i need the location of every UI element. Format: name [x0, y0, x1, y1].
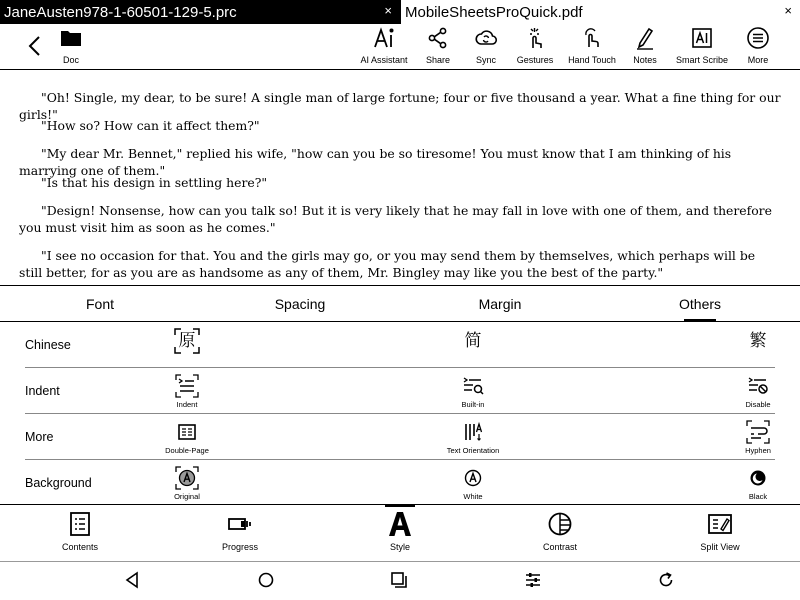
settings-row-indent — [25, 368, 775, 414]
option-label: Black — [748, 492, 768, 501]
tab-label: Spacing — [274, 296, 326, 312]
tab-title: MobileSheetsProQuick.pdf — [405, 3, 583, 21]
active-nav-indicator — [385, 504, 415, 507]
tab-others[interactable] — [679, 286, 722, 322]
hyphen-icon — [746, 420, 770, 444]
row-label: Background — [25, 475, 92, 490]
paragraph: "My dear Mr. Bennet," replied his wife, "how can you be so tiresome! You must know that I am thinking of his marrying one of them." — [19, 146, 732, 178]
top-toolbar — [0, 24, 800, 70]
disable-indent-icon — [746, 374, 770, 398]
tab-janeausten[interactable] — [0, 0, 400, 24]
hand-touch-button[interactable] — [565, 26, 619, 70]
pen-icon — [633, 26, 657, 50]
toolbar-label: Gestures — [516, 55, 554, 65]
row-label: More — [25, 429, 54, 444]
share-button[interactable] — [418, 26, 458, 70]
paragraph-partial — [19, 71, 781, 76]
option-label: White — [463, 492, 483, 501]
system-back-icon[interactable] — [122, 570, 142, 590]
toolbar-label: AI Assistant — [360, 55, 408, 65]
share-icon — [426, 26, 450, 50]
background-white-icon — [461, 466, 485, 490]
nav-label: Split View — [700, 542, 740, 552]
style-icon — [387, 511, 413, 537]
toolbar-label: More — [747, 55, 769, 65]
nav-label: Style — [389, 542, 410, 552]
system-settings-sliders-icon[interactable] — [523, 570, 543, 590]
system-navigation-bar — [0, 562, 800, 600]
row-label: Indent — [25, 383, 60, 398]
indent-disable-option[interactable] — [718, 374, 798, 409]
option-label: Built-in — [461, 400, 485, 409]
option-label: Original — [174, 492, 200, 501]
progress-button[interactable] — [190, 511, 290, 552]
tab-mobilesheets[interactable] — [400, 0, 800, 24]
text-orientation-icon — [461, 420, 485, 444]
toolbar-label: Sync — [475, 55, 496, 65]
tab-label: Others — [679, 296, 722, 312]
paragraph: "Design! Nonsense, how can you talk so! But it is very likely that he may fall in love with one of them, and therefore you must visit him as soon as he comes." — [19, 203, 772, 235]
sync-button[interactable] — [466, 26, 506, 70]
background-black-option[interactable] — [718, 466, 798, 501]
row-label: Chinese — [25, 337, 71, 352]
split-view-button[interactable] — [670, 511, 770, 552]
more-button[interactable] — [740, 26, 776, 70]
hyphen-option[interactable] — [718, 420, 798, 455]
nav-label: Progress — [221, 542, 258, 552]
tab-margin[interactable] — [460, 286, 540, 322]
smart-scribe-icon — [690, 26, 714, 50]
toolbar-label: Share — [425, 55, 451, 65]
progress-icon — [227, 511, 253, 537]
tab-close-icon[interactable]: × — [384, 3, 392, 18]
moon-icon — [746, 466, 770, 490]
option-label: Indent — [176, 400, 198, 409]
indent-icon — [175, 374, 199, 398]
ai-assistant-icon — [372, 26, 396, 50]
document-tab-bar — [0, 0, 800, 24]
ai-assistant-button[interactable] — [356, 26, 412, 70]
contrast-button[interactable] — [510, 511, 610, 552]
system-home-icon[interactable] — [256, 570, 276, 590]
system-refresh-icon[interactable] — [656, 570, 676, 590]
option-label: Double-Page — [165, 446, 209, 455]
indent-builtin-option[interactable] — [433, 374, 513, 409]
split-view-icon — [707, 511, 733, 537]
bottom-navigation — [0, 504, 800, 562]
back-arrow-icon[interactable] — [24, 34, 48, 58]
option-label: Hyphen — [745, 446, 771, 455]
settings-row-more — [25, 414, 775, 460]
folder-icon — [59, 26, 83, 50]
chinese-simplified-glyph: 简 — [464, 331, 482, 351]
tab-spacing[interactable] — [260, 286, 340, 322]
settings-row-chinese — [25, 322, 775, 368]
system-recents-icon[interactable] — [389, 570, 409, 590]
smart-scribe-button[interactable] — [674, 26, 730, 70]
double-page-icon — [175, 420, 199, 444]
chinese-traditional-glyph: 繁 — [749, 331, 767, 351]
background-original-icon — [175, 466, 199, 490]
tab-close-icon[interactable]: × — [784, 3, 792, 18]
menu-icon — [746, 26, 770, 50]
style-button[interactable] — [350, 511, 450, 552]
doc-label: Doc — [62, 55, 79, 65]
toolbar-label: Notes — [633, 55, 657, 65]
toolbar-label: Smart Scribe — [675, 55, 728, 65]
style-settings-tabs — [0, 285, 800, 322]
contents-button[interactable] — [30, 511, 130, 552]
book-text-area[interactable] — [0, 71, 800, 285]
tab-title: JaneAusten978-1-60501-129-5.prc — [4, 3, 237, 21]
doc-button[interactable] — [58, 26, 84, 70]
sync-cloud-icon — [474, 26, 498, 50]
tab-label: Font — [85, 296, 114, 312]
nav-label: Contrast — [542, 542, 577, 552]
double-page-option[interactable] — [147, 420, 227, 455]
chinese-original-glyph: 原 — [178, 331, 196, 351]
option-label: Disable — [745, 400, 771, 409]
chinese-simplified-option[interactable] — [433, 328, 513, 354]
contrast-icon — [547, 511, 573, 537]
option-label: Text Orientation — [446, 446, 500, 455]
indent-option[interactable] — [147, 374, 227, 409]
chinese-traditional-option[interactable] — [718, 328, 798, 354]
toolbar-label: Hand Touch — [568, 55, 616, 65]
paragraph: "I see no occasion for that. You and the girls may go, or you may send them by themselves, which perhaps will be still better, for as you are as handsome as any of them, Mr. Bingley may like you the best of the party." — [19, 248, 756, 280]
hand-touch-icon — [580, 26, 604, 50]
text-orientation-option[interactable] — [433, 420, 513, 455]
notes-button[interactable] — [627, 26, 663, 70]
paragraph: "Is that his design in settling here?" — [41, 175, 268, 190]
nav-label: Contents — [61, 542, 99, 552]
gestures-icon — [523, 26, 547, 50]
contents-icon — [67, 511, 93, 537]
paragraph: "How so? How can it affect them?" — [41, 118, 260, 133]
gestures-button[interactable] — [510, 26, 560, 70]
tab-font[interactable] — [60, 286, 140, 322]
chinese-original-option[interactable] — [147, 328, 227, 354]
paragraph: "Oh! Single, my dear, to be sure! A single man of large fortune; four or five thousand a year. What a fine thing for our girls!" — [19, 90, 781, 122]
builtin-indent-icon — [461, 374, 485, 398]
background-original-option[interactable] — [147, 466, 227, 501]
settings-row-background — [25, 460, 775, 506]
background-white-option[interactable] — [433, 466, 513, 501]
tab-label: Margin — [478, 296, 522, 312]
selection-frame-icon — [174, 328, 200, 354]
